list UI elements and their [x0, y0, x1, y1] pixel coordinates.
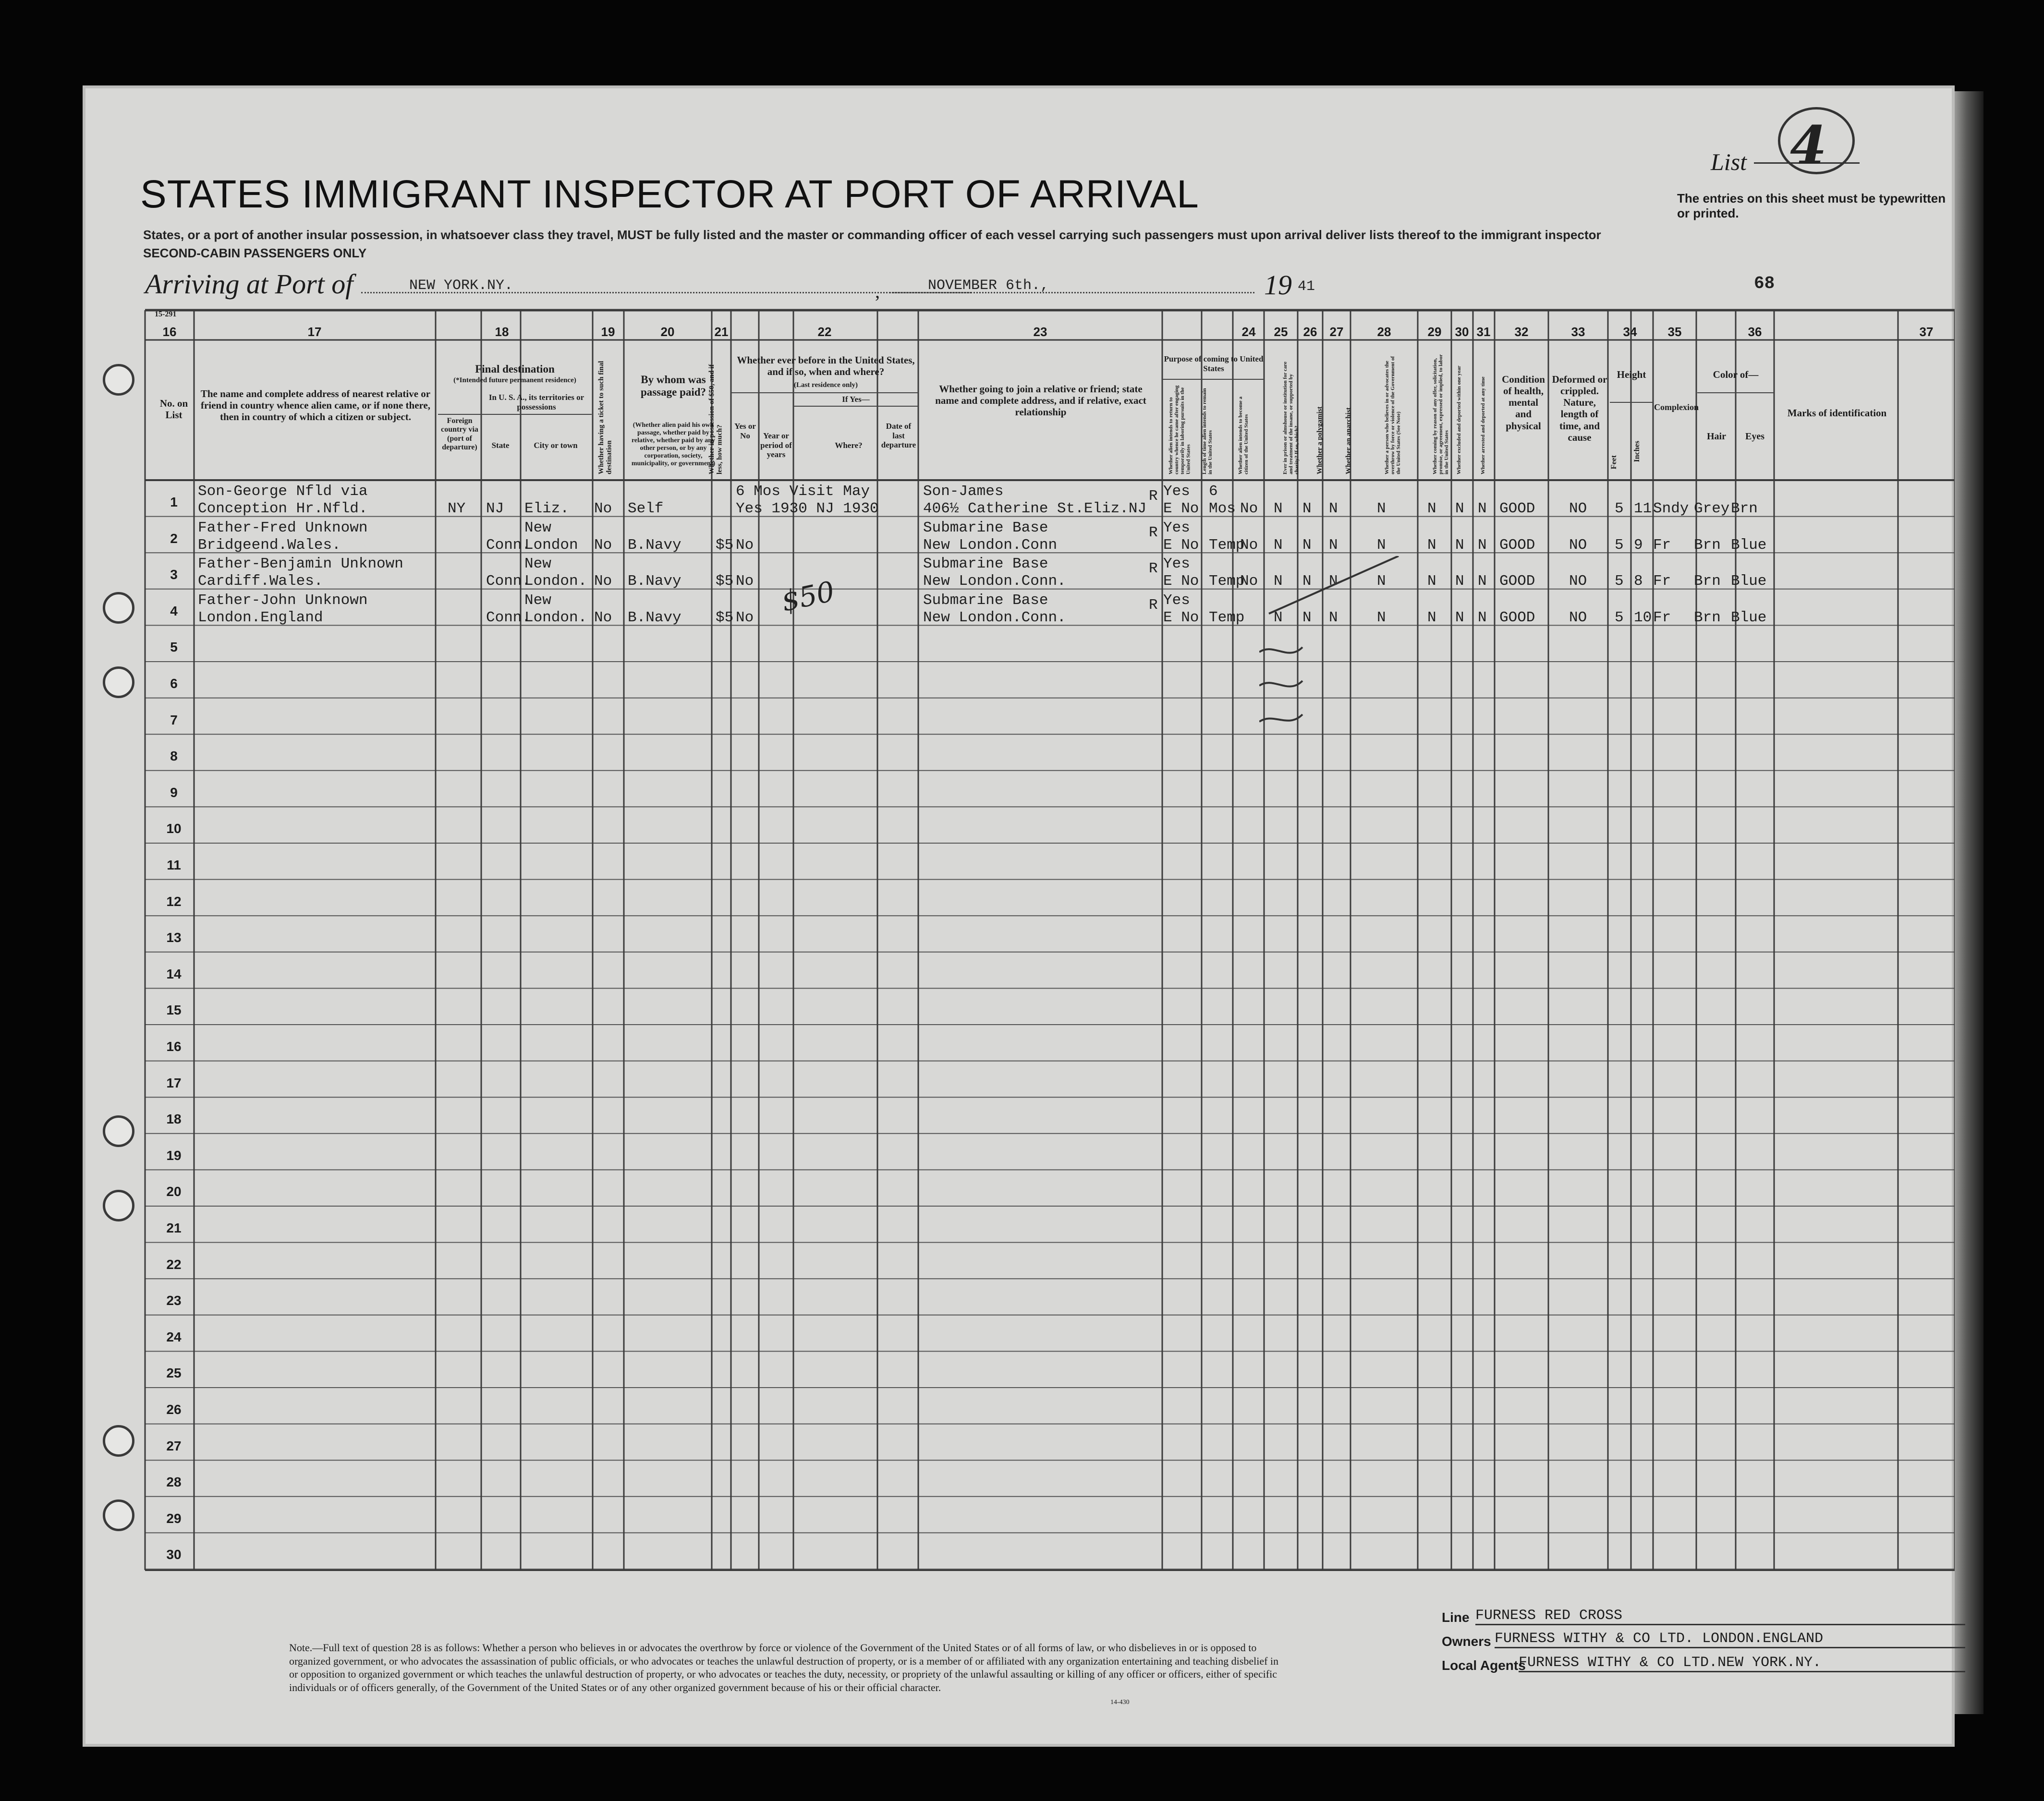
- row-feet: 5: [1615, 536, 1624, 554]
- row-number: 5: [170, 640, 178, 655]
- header-prison: Ever in prison or almshouse or institution for care and treatment of the insane, or supported by charity? If so, which?: [1282, 362, 1300, 474]
- row-number: 20: [166, 1184, 182, 1199]
- header-health: Condition of health, mental and physical: [1502, 374, 1545, 432]
- row-ticket: No: [594, 573, 612, 590]
- handwritten-money: $50: [779, 575, 838, 618]
- arrival-date: NOVEMBER 6th.,: [928, 278, 1049, 294]
- column-number: 20: [660, 325, 675, 339]
- row-relative-line1: Father-Benjamin Unknown: [198, 556, 403, 573]
- header-in-usa: In U. S. A., its territories or possessions: [488, 393, 584, 411]
- column-number: 35: [1667, 325, 1682, 339]
- row-citizen: No: [1240, 500, 1258, 517]
- row-city: Eliz.: [524, 500, 570, 517]
- row-inches: 8: [1634, 573, 1643, 590]
- row-c29: N: [1427, 500, 1436, 517]
- arriving-label: Arriving at Port of: [145, 268, 353, 300]
- header-purpose-length: Length of time alien intends to remain in the United States: [1202, 388, 1214, 474]
- row-number: 22: [166, 1257, 182, 1272]
- header-foreign-country: Foreign country via (port of departure): [441, 417, 478, 452]
- row-hair: Brn: [1694, 573, 1721, 590]
- row-complexion: Fr: [1653, 536, 1671, 554]
- row-paid-by: B.Navy: [628, 609, 681, 626]
- row-number: 4: [170, 603, 178, 618]
- row-complexion: Sndy: [1653, 500, 1689, 517]
- row-paid-by: B.Navy: [628, 573, 681, 590]
- row-c29: N: [1427, 609, 1436, 626]
- row-c30: N: [1455, 500, 1464, 517]
- row-inches: 11: [1634, 500, 1652, 517]
- column-number: 26: [1303, 325, 1317, 339]
- row-citizen: No: [1240, 536, 1258, 554]
- owners-label: Owners: [1442, 1634, 1491, 1649]
- row-c29: N: [1427, 573, 1436, 590]
- row-state: Conn.: [486, 536, 531, 554]
- row-c26: N: [1302, 536, 1312, 554]
- row-c28: N: [1377, 573, 1386, 590]
- column-number: 31: [1476, 325, 1491, 339]
- column-number: 22: [817, 325, 832, 339]
- row-hair: Brn: [1694, 536, 1721, 554]
- footer-note: Note.—Full text of question 28 is as follows: Whether a person who believes in or advocates the overthrow by force or violence of the Government of the United States or of all forms of law, or who disbelieves in or is opposed to organized government, or who advocates the assassination of public officials, or who advocates or teaches the unlawful destruction of property, or is a member of or affiliated with any organization entertaining and teaching disbelief in or opposition to organized government or which teaches the unlawful destruction of property, or who advocates or teaches the duty, necessity, or propriety of the unlawful assaulting or killing of any officer or officers, either of specific individuals or of officers generally, of the Government of the United States or of any other organized government because of his or their official character.: [289, 1642, 1279, 1693]
- row-c29: N: [1427, 536, 1436, 554]
- row-c31: N: [1478, 573, 1487, 590]
- row-c27: N: [1329, 573, 1338, 590]
- row-state: Conn.: [486, 609, 531, 626]
- header-ever-before-sub: (Last residence only): [793, 381, 858, 389]
- row-join-line2: New London.Conn: [923, 536, 1058, 554]
- column-number: 19: [601, 325, 615, 339]
- page-edge-shadow: [1955, 91, 1983, 1714]
- row-city-line1: New: [524, 592, 551, 609]
- row-health: GOOD: [1499, 500, 1535, 517]
- header-passage-paid: By whom was passage paid?: [640, 374, 706, 399]
- row-number: 8: [170, 749, 178, 764]
- row-c26: N: [1302, 609, 1312, 626]
- column-number: 17: [307, 325, 322, 339]
- row-eyes: Blue: [1731, 609, 1767, 626]
- row-number: 11: [167, 858, 181, 872]
- row-length-line2: Mos: [1209, 500, 1236, 517]
- row-join-line1: Submarine Base: [923, 556, 1048, 573]
- column-number: 30: [1455, 325, 1469, 339]
- row-eyes: Blue: [1731, 573, 1767, 590]
- row-purpose-line1: Yes: [1163, 519, 1190, 536]
- column-number: 21: [714, 325, 729, 339]
- row-number: 19: [166, 1148, 182, 1163]
- form-code: 15-291: [155, 310, 177, 318]
- manifest-sheet: [83, 85, 1955, 1747]
- header-ever-before: Whether ever before in the United States, and if so, when and where?: [737, 354, 915, 378]
- row-feet: 5: [1615, 573, 1624, 590]
- row-c25: N: [1274, 500, 1283, 517]
- row-c31: N: [1478, 609, 1487, 626]
- row-length-line2: Temp: [1209, 609, 1245, 626]
- footer-form-number: 14-430: [1110, 1699, 1130, 1706]
- row-c27: N: [1329, 609, 1338, 626]
- row-length-line1: 6: [1209, 483, 1218, 500]
- row-feet: 5: [1615, 500, 1624, 517]
- row-c28: N: [1377, 536, 1386, 554]
- page-number: 68: [1754, 274, 1775, 293]
- header-polygamist: Whether a polygamist: [1316, 406, 1324, 474]
- row-relative-line2: Conception Hr.Nfld.: [198, 500, 368, 517]
- row-relative-line1: Father-John Unknown: [198, 592, 368, 609]
- header-state: State: [491, 441, 510, 450]
- row-number: 26: [166, 1402, 182, 1417]
- row-join-line1: Submarine Base: [923, 519, 1048, 536]
- header-ticket: Whether having a ticket to such final destination: [597, 361, 613, 474]
- header-complexion: Complexion: [1654, 402, 1699, 412]
- row-join-mark: R: [1149, 596, 1158, 614]
- row-number: 6: [170, 676, 178, 691]
- header-height: Height: [1617, 369, 1646, 380]
- row-ticket: No: [594, 500, 612, 517]
- row-before-line2: No: [736, 536, 754, 554]
- column-number: 32: [1514, 325, 1529, 339]
- row-eyes: Brn: [1731, 500, 1758, 517]
- header-labor-offer: Whether coming by reason of any offer, solicitation, promise, or agreement, expressed or implied, to labor in the United States: [1432, 354, 1450, 474]
- row-relative-line2: London.England: [198, 609, 323, 626]
- row-length-line2: Temp: [1209, 573, 1245, 590]
- row-city: London: [524, 536, 578, 554]
- row-c25: N: [1274, 536, 1283, 554]
- row-complexion: Fr: [1653, 573, 1671, 590]
- header-city: City or town: [534, 441, 578, 450]
- row-c31: N: [1478, 536, 1487, 554]
- row-number: 1: [170, 495, 178, 509]
- row-c26: N: [1302, 500, 1312, 517]
- row-number: 23: [166, 1293, 182, 1308]
- header-marks: Marks of identification: [1787, 407, 1887, 419]
- row-inches: 10: [1634, 609, 1652, 626]
- row-deformed: NO: [1569, 609, 1587, 626]
- row-join-mark: R: [1149, 488, 1158, 505]
- header-passage-paid-sub: (Whether alien paid his own passage, whether paid by relative, whether paid by any other person, or by any corporation, society, municipality, or government): [631, 422, 716, 468]
- column-number: 25: [1274, 325, 1288, 339]
- row-city: London.: [524, 609, 587, 626]
- header-arrested: Whether arrested and deported at any time: [1480, 376, 1486, 474]
- header-feet: Feet: [1610, 455, 1618, 470]
- year-prefix: 19: [1264, 269, 1292, 301]
- row-c31: N: [1478, 500, 1487, 517]
- row-purpose-line1: Yes: [1163, 556, 1190, 573]
- year-suffix: 41: [1298, 278, 1315, 295]
- header-instruction: States, or a port of another insular possession, in whatsoever class they travel, MUST be fully listed and the master or commanding officer of each vessel carrying such passengers must upon arrival deliver lists thereof to the immigrant inspector: [143, 228, 1601, 242]
- column-number: 24: [1241, 325, 1256, 339]
- header-final-destination: Final destination: [475, 363, 555, 375]
- header-anarchist: Whether an anarchist: [1345, 407, 1352, 474]
- header-yes-no: Yes or No: [734, 422, 756, 440]
- row-relative-line1: Father-Fred Unknown: [198, 519, 368, 536]
- row-purpose-line2: E No: [1163, 573, 1199, 590]
- row-deformed: NO: [1569, 500, 1587, 517]
- header-excluded: Whether excluded and deported within one year: [1456, 365, 1462, 474]
- row-citizen: No: [1240, 573, 1258, 590]
- row-money: $5: [716, 573, 734, 590]
- header-where: Where?: [835, 441, 863, 450]
- row-number: 12: [166, 894, 182, 909]
- row-state: Conn.: [486, 573, 531, 590]
- row-c27: N: [1329, 536, 1338, 554]
- row-paid-by: Self: [628, 500, 664, 517]
- arrival-port: NEW YORK.NY.: [409, 278, 513, 294]
- column-number: 29: [1427, 325, 1442, 339]
- row-paid-by: B.Navy: [628, 536, 681, 554]
- column-number: 27: [1329, 325, 1344, 339]
- row-before-line2: No: [736, 573, 754, 590]
- header-relative-address: The name and complete address of nearest relative or friend in country whence alien came, or if none there, then in country of which a citizen or subject.: [200, 388, 431, 423]
- row-purpose-line2: E No: [1163, 609, 1199, 626]
- row-number: 3: [170, 567, 178, 582]
- header-color-of: Color of—: [1713, 369, 1759, 380]
- agents-label: Local Agents: [1442, 1658, 1526, 1673]
- header-overthrow: Whether a person who believes in or advocates the overthrow by force or violence of the Government of the United States (See Note): [1384, 356, 1402, 474]
- row-ticket: No: [594, 609, 612, 626]
- column-number: 18: [495, 325, 509, 339]
- row-number: 14: [166, 966, 182, 981]
- row-c30: N: [1455, 609, 1464, 626]
- header-if-yes: If Yes—: [842, 395, 870, 404]
- row-join-line1: Son-James: [923, 483, 1004, 500]
- comma: ,: [875, 280, 880, 302]
- line-value: FURNESS RED CROSS: [1475, 1608, 1965, 1625]
- row-number: 7: [170, 712, 178, 727]
- header-inches: Inches: [1633, 441, 1641, 462]
- row-relative-line2: Bridgeend.Wales.: [198, 536, 341, 554]
- row-number: 24: [166, 1329, 182, 1344]
- row-hair: Grey: [1694, 500, 1730, 517]
- row-city-line1: New: [524, 556, 551, 573]
- row-join-line2: New London.Conn.: [923, 573, 1066, 590]
- row-hair: Brn: [1694, 609, 1721, 626]
- row-money: $5: [716, 536, 734, 554]
- list-label: List: [1711, 148, 1747, 175]
- row-join-line2: New London.Conn.: [923, 609, 1066, 626]
- row-number: 17: [166, 1075, 182, 1090]
- header-join-relative: Whether going to join a relative or friend; state name and complete address, and if relative, exact relationship: [935, 383, 1146, 418]
- row-eyes: Blue: [1731, 536, 1767, 554]
- row-state: NJ: [486, 500, 504, 517]
- header-last-departure: Date of last departure: [881, 422, 916, 450]
- header-final-destination-sub: (*Intended future permanent residence): [453, 376, 576, 384]
- header-hair: Hair: [1707, 431, 1726, 442]
- row-relative-line2: Cardiff.Wales.: [198, 573, 323, 590]
- page-title: STATES IMMIGRANT INSPECTOR AT PORT OF ARRIVAL: [140, 172, 1199, 216]
- column-number: 34: [1623, 325, 1637, 339]
- row-number: 28: [166, 1475, 182, 1490]
- row-number: 21: [166, 1221, 182, 1235]
- row-health: GOOD: [1499, 609, 1535, 626]
- row-number: 30: [166, 1547, 182, 1562]
- row-c25: N: [1274, 609, 1283, 626]
- column-number: 33: [1571, 325, 1585, 339]
- row-number: 9: [170, 785, 178, 800]
- row-purpose-line2: E No: [1163, 500, 1199, 517]
- row-before-line2: Yes 1930 NJ 1930: [736, 500, 879, 517]
- row-number: 29: [166, 1511, 182, 1526]
- list-number-circled: 4: [1790, 114, 1827, 176]
- row-number: 2: [170, 531, 178, 546]
- row-health: GOOD: [1499, 573, 1535, 590]
- row-c30: N: [1455, 573, 1464, 590]
- row-purpose-line2: E No: [1163, 536, 1199, 554]
- header-class: SECOND-CABIN PASSENGERS ONLY: [143, 246, 367, 260]
- list-instruction: The entries on this sheet must be typewritten or printed.: [1677, 191, 1946, 220]
- owners-value: FURNESS WITHY & CO LTD. LONDON.ENGLAND: [1495, 1631, 1965, 1648]
- row-deformed: NO: [1569, 573, 1587, 590]
- column-number: 36: [1748, 325, 1762, 339]
- row-ticket: No: [594, 536, 612, 554]
- row-length-line2: Temp: [1209, 536, 1245, 554]
- row-c27: N: [1329, 500, 1338, 517]
- header-money: Whether in possession of $50, and if less, how much?: [708, 364, 724, 474]
- row-purpose-line1: Yes: [1163, 592, 1190, 609]
- row-money: $5: [716, 609, 734, 626]
- row-relative-line1: Son-George Nfld via: [198, 483, 368, 500]
- row-join-line1: Submarine Base: [923, 592, 1048, 609]
- row-before-line2: No: [736, 609, 754, 626]
- header-purpose-return: Whether alien intends to return to country whence he came after engaging temporarily in laboring pursuits in the United States: [1168, 385, 1192, 474]
- row-city-line1: New: [524, 519, 551, 536]
- row-complexion: Fr: [1653, 609, 1671, 626]
- header-purpose: Purpose of coming to United States: [1164, 354, 1264, 373]
- handwritten-marks: [1259, 556, 1403, 734]
- row-health: GOOD: [1499, 536, 1535, 554]
- row-c28: N: [1377, 609, 1386, 626]
- row-join-mark: R: [1149, 524, 1158, 541]
- row-foreign: NY: [448, 500, 466, 517]
- row-number: 18: [166, 1112, 182, 1127]
- row-number: 13: [166, 930, 182, 945]
- row-number: 25: [166, 1366, 182, 1381]
- row-number: 16: [166, 1039, 182, 1054]
- header-purpose-citizen: Whether alien intends to become a citizen of the United States: [1238, 396, 1250, 474]
- column-number: 37: [1919, 325, 1934, 339]
- row-c26: N: [1302, 573, 1312, 590]
- header-eyes: Eyes: [1745, 431, 1764, 442]
- column-number: 28: [1377, 325, 1391, 339]
- line-label: Line: [1442, 1610, 1470, 1625]
- row-city: London.: [524, 573, 587, 590]
- row-join-line2: 406½ Catherine St.Eliz.NJ: [923, 500, 1147, 517]
- header-deformed: Deformed or crippled. Nature, length of time, and cause: [1552, 374, 1607, 443]
- row-join-mark: R: [1149, 560, 1158, 578]
- row-number: 10: [166, 821, 182, 836]
- row-number: 15: [166, 1003, 182, 1018]
- column-number: 23: [1033, 325, 1047, 339]
- row-inches: 9: [1634, 536, 1643, 554]
- row-feet: 5: [1615, 609, 1624, 626]
- row-c30: N: [1455, 536, 1464, 554]
- row-c28: N: [1377, 500, 1386, 517]
- row-number: 27: [166, 1438, 182, 1453]
- column-number: 16: [162, 325, 177, 339]
- row-deformed: NO: [1569, 536, 1587, 554]
- row-c25: N: [1274, 573, 1283, 590]
- header-year: Year or period of years: [760, 431, 792, 459]
- agents-value: FURNESS WITHY & CO LTD.NEW YORK.NY.: [1519, 1655, 1965, 1672]
- row-before-line1: 6 Mos Visit May: [736, 483, 870, 500]
- row-purpose-line1: Yes: [1163, 483, 1190, 500]
- header-no-on-list: No. on List: [159, 398, 188, 421]
